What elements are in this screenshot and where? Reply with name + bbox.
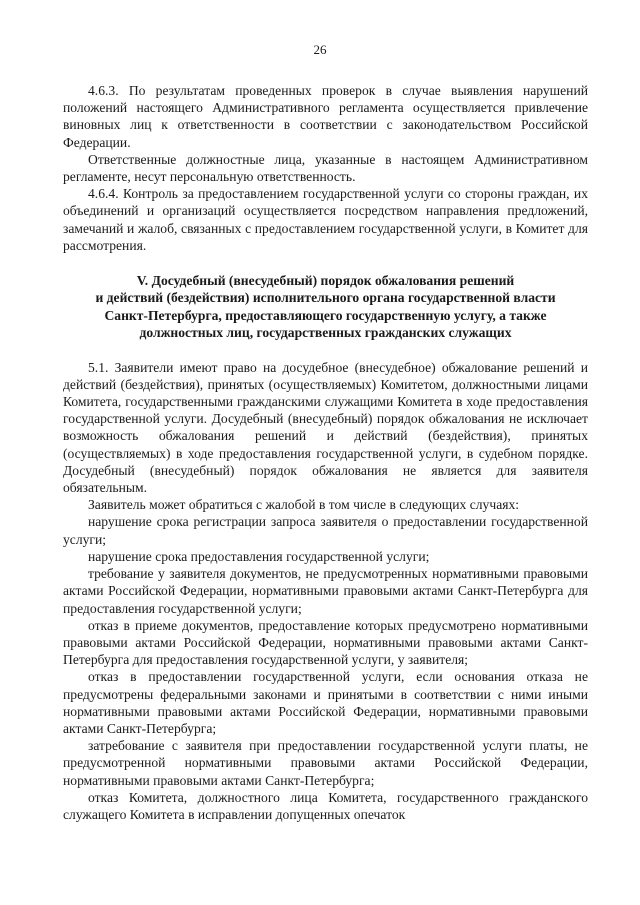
list-item-fee-demand: затребование с заявителя при предоставлении государственной услуги платы, не предусмотренной нормативными правовыми актами Российской Федерации, нормативными правовыми актами Санкт-Петербурга; [63, 738, 588, 788]
list-item-refusal-of-service: отказ в предоставлении государственной услуги, если основания отказа не предусмотрены федеральными законами и принятыми в соответствии с ними иными нормативными правовыми актами Российской Федерации, нормативными правовыми актами Санкт-Петербурга; [63, 669, 588, 736]
section-title-line-1: V. Досудебный (внесудебный) порядок обжалования решений [136, 273, 515, 289]
page-number: 26 [313, 42, 327, 57]
section-title [63, 272, 588, 342]
paragraph-5-1: 5.1. Заявители имеют право на досудебное (внесудебное) обжалование решений и действий (бездействия), принятых (осуществляемых) Комитетом, должностными лицами Комитета, государственными гражданскими служащими Комитета в ходе предоставления государственной услуги. Досудебный (внесудебный) порядок обжалования не исключает возможность обжалования решений и действий (бездействия), принятых (осуществляемых) в ходе предоставления государственной услуги, в судебном порядке. Досудебный (внесудебный) порядок обжалования не является для заявителя обязательным. [63, 359, 588, 496]
list-item-refusal-to-correct: отказ Комитета, должностного лица Комитета, государственного гражданского служащего Комитета в исправлении допущенных опечаток [63, 789, 588, 822]
list-item-service-deadline: нарушение срока предоставления государственной услуги; [88, 548, 430, 564]
paragraph-4-6-4: 4.6.4. Контроль за предоставлением государственной услуги со стороны граждан, их объединений и организаций осуществляется посредством направления предложений, замечаний и жалоб, связанных с предоставлением государственной услуги, в Комитет для рассмотрения. [63, 186, 588, 253]
section-title-line-3: Санкт-Петербурга, предоставляющего государственную услугу, а также [104, 307, 547, 323]
list-item-extra-documents: требование у заявителя документов, не предусмотренных нормативными правовыми актами Российской Федерации, нормативными правовыми актами Санкт-Петербурга для предоставления государственной услуги; [63, 566, 588, 616]
section-title-line-4: должностных лиц, государственных гражданских служащих [139, 325, 512, 341]
document-body [63, 82, 588, 823]
list-item-registration-deadline: нарушение срока регистрации запроса заявителя о предоставлении государственной услуги; [63, 514, 588, 547]
section-title-line-2: и действий (бездействия) исполнительного органа государственной власти [95, 290, 556, 306]
paragraph-responsibility: Ответственные должностные лица, указанные в настоящем Административном регламенте, несут персональную ответственность. [63, 151, 588, 185]
paragraph-complaint-cases: Заявитель может обратиться с жалобой в том числе в следующих случаях: [88, 497, 520, 513]
list-item-refusal-to-accept: отказ в приеме документов, предоставление которых предусмотрено нормативными правовыми актами Российской Федерации, нормативными правовыми актами Санкт-Петербурга для предоставления государственной услуги, у заявителя; [63, 617, 588, 668]
paragraph-4-6-3: 4.6.3. По результатам проведенных проверок в случае выявления нарушений положений настоящего Административного регламента осуществляется привлечение виновных лиц к ответственности в соответствии с законодательством Российской Федерации. [63, 83, 588, 150]
